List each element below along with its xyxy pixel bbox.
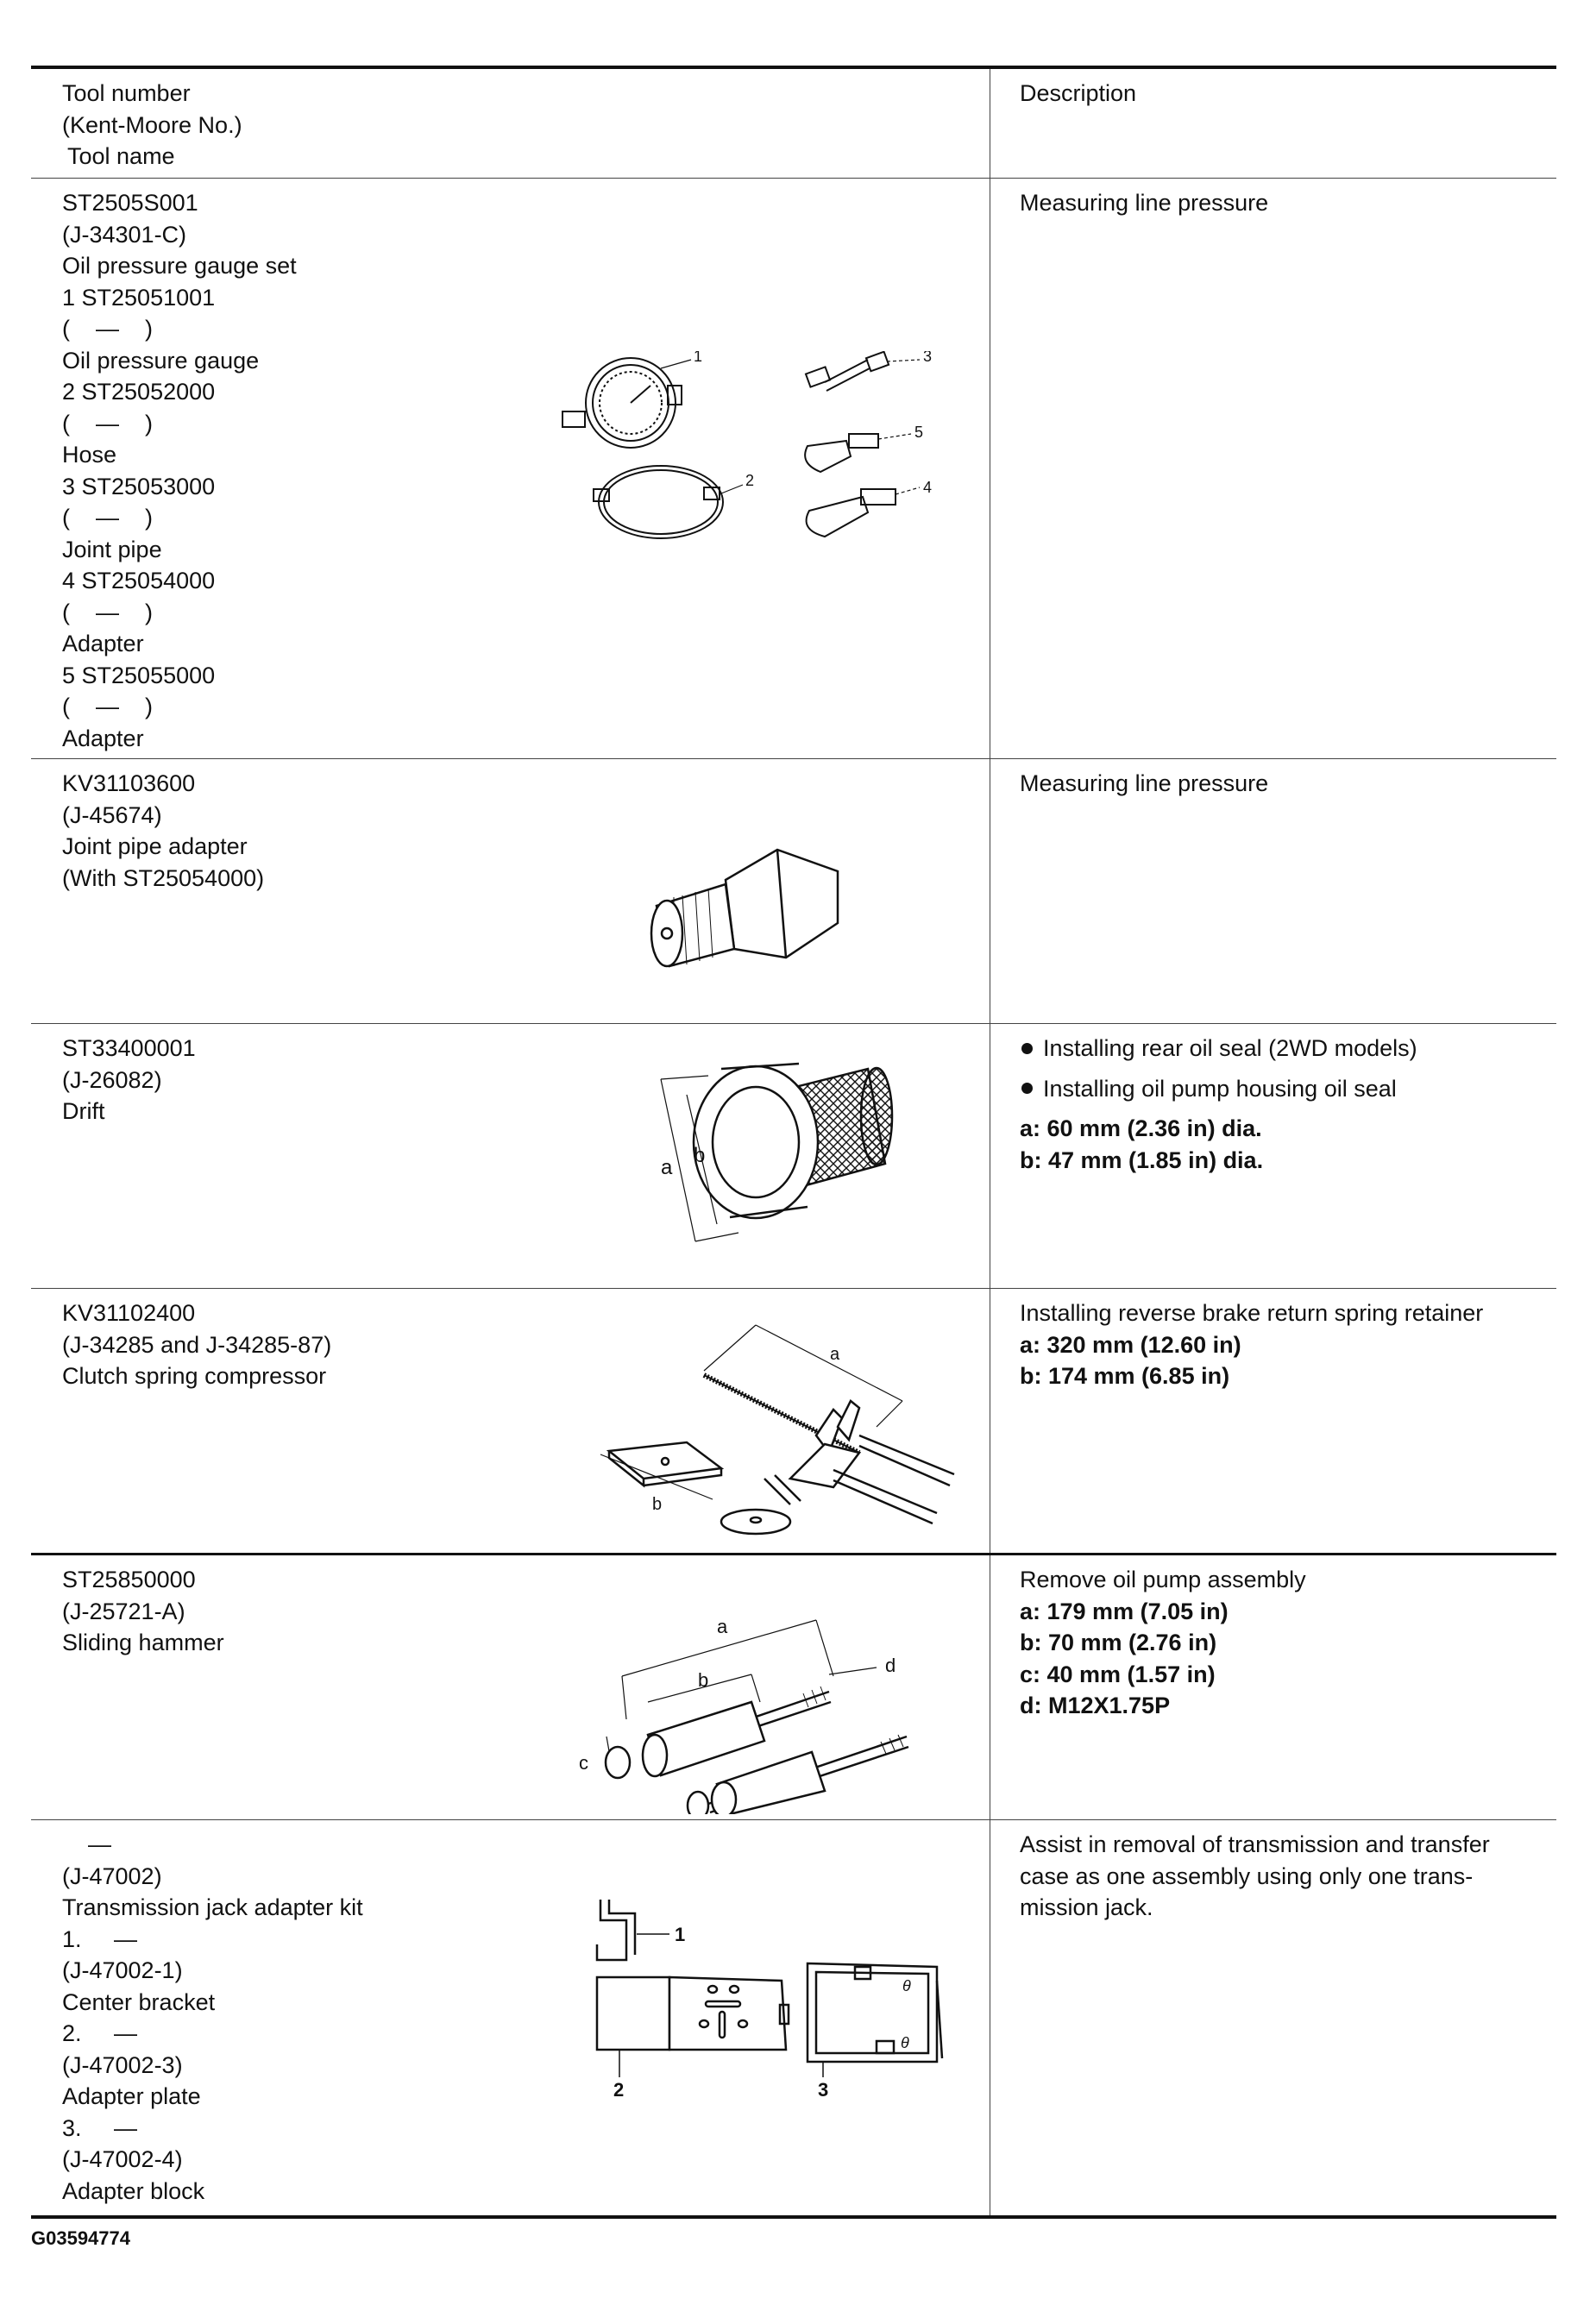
- header-kent-moore: (Kent-Moore No.): [62, 111, 242, 138]
- figure-label: 1: [675, 1924, 686, 1945]
- bullet-icon: [1021, 1083, 1033, 1094]
- dimension-b: b: 47 mm (1.85 in) dia.: [1020, 1146, 1264, 1173]
- figure-label: b: [698, 1669, 709, 1691]
- part-name: Oil pressure gauge: [62, 347, 260, 374]
- header-description: Description: [1020, 80, 1137, 106]
- kent-moore-number: ( — ): [62, 694, 153, 719]
- figure-label: 3: [923, 351, 933, 365]
- part-number: 1. —: [62, 1925, 138, 1952]
- tool-cell: [31, 1820, 990, 2215]
- description-text: case as one assembly using only one trans-: [1020, 1862, 1474, 1889]
- tool-name: Drift: [62, 1098, 105, 1124]
- tool-number: ST2505S001: [62, 190, 198, 216]
- oil-pressure-gauge-drawing: [562, 358, 682, 448]
- svg-text:θ: θ: [901, 2034, 909, 2051]
- kent-moore-number: (J-25721-A): [62, 1598, 185, 1624]
- figure-code: G03594774: [31, 2227, 130, 2249]
- joint-pipe-drawing: [806, 352, 889, 391]
- figure-label: d: [885, 1655, 896, 1676]
- kent-moore-number: (J-34301-C): [62, 221, 187, 248]
- figure-label: a: [830, 1345, 840, 1364]
- figure-label: b: [694, 1144, 706, 1167]
- transmission-jack-adapter-illustration: [557, 1894, 989, 2119]
- tool-note: (With ST25054000): [62, 864, 265, 891]
- dimension-a: a: 60 mm (2.36 in) dia.: [1020, 1115, 1262, 1141]
- part-name: Adapter plate: [62, 2083, 201, 2109]
- header-tool-name: Tool name: [67, 143, 175, 169]
- tool-number: ST33400001: [62, 1035, 196, 1061]
- table-row: [31, 179, 1556, 759]
- table-row: [31, 1820, 1556, 2215]
- header-description-column: [990, 69, 1556, 178]
- kent-moore-number: (J-26082): [62, 1066, 162, 1093]
- figure-label: 2: [745, 472, 755, 489]
- dimension-a: a: 179 mm (7.05 in): [1020, 1598, 1229, 1624]
- dimension-c: c: 40 mm (1.57 in): [1020, 1661, 1216, 1687]
- part-number: 3 ST25053000: [62, 473, 216, 499]
- tool-cell: [31, 1555, 990, 1819]
- description-text: Remove oil pump assembly: [1020, 1567, 1306, 1592]
- special-service-tools-table: [31, 66, 1556, 2219]
- hose-drawing: [594, 466, 723, 538]
- tool-name: Transmission jack adapter kit: [62, 1894, 363, 1920]
- kent-moore-number: ( — ): [62, 505, 153, 531]
- kent-moore-number: (J-47002-1): [62, 1957, 183, 1983]
- oil-pressure-gauge-set-illustration: [557, 351, 989, 575]
- kent-moore-number: ( — ): [62, 599, 153, 625]
- dimension-b: b: 70 mm (2.76 in): [1020, 1630, 1217, 1655]
- dimension-a: a: 320 mm (12.60 in): [1020, 1331, 1241, 1358]
- header-tool-number: Tool number: [62, 80, 191, 106]
- part-name: Adapter: [62, 725, 144, 751]
- figure-label: 2: [613, 2079, 625, 2101]
- figure-label: 3: [818, 2079, 829, 2101]
- description-cell: [990, 1820, 1556, 2215]
- description-text: Installing reverse brake return spring retainer: [1020, 1300, 1484, 1326]
- description-cell: [990, 1289, 1556, 1553]
- figure-label: a: [661, 1156, 673, 1179]
- tool-name: Sliding hammer: [62, 1630, 224, 1655]
- tool-cell: [31, 1024, 990, 1288]
- tool-number: KV31102400: [62, 1300, 196, 1326]
- table-row: [31, 759, 1556, 1024]
- tool-cell: [31, 1289, 990, 1553]
- figure-label: 4: [923, 479, 933, 496]
- part-name: Hose: [62, 442, 117, 468]
- figure-label: c: [579, 1752, 588, 1774]
- tool-cell: [31, 759, 990, 1023]
- part-number: 1 ST25051001: [62, 284, 216, 311]
- table-header-row: [31, 69, 1556, 179]
- tool-name: Clutch spring compressor: [62, 1363, 327, 1389]
- svg-text:θ: θ: [902, 1977, 911, 1994]
- clutch-spring-compressor-illustration: [575, 1306, 971, 1548]
- part-number: 2 ST25052000: [62, 379, 216, 405]
- kent-moore-number: (J-47002): [62, 1862, 162, 1889]
- table-row: [31, 1555, 1556, 1820]
- tool-name: Oil pressure gauge set: [62, 253, 297, 279]
- description-cell: [990, 759, 1556, 1023]
- figure-label: a: [717, 1616, 728, 1637]
- bullet-icon: [1021, 1043, 1033, 1054]
- part-number: 3. —: [62, 2114, 138, 2141]
- part-name: Center bracket: [62, 1988, 216, 2015]
- description-bullet: Installing rear oil seal (2WD models): [1020, 1033, 1556, 1065]
- description-cell: [990, 1555, 1556, 1819]
- part-name: Adapter: [62, 631, 144, 656]
- drift-illustration: [626, 1060, 920, 1267]
- description-text: mission jack.: [1020, 1894, 1153, 1920]
- adapter-4-drawing: [807, 489, 896, 537]
- tool-number: KV31103600: [62, 770, 196, 796]
- kent-moore-number: (J-47002-4): [62, 2146, 183, 2172]
- joint-pipe-adapter-illustration: [648, 837, 855, 983]
- sliding-hammer-illustration: [553, 1581, 967, 1814]
- dimension-b: b: 174 mm (6.85 in): [1020, 1363, 1230, 1389]
- tool-name: Joint pipe adapter: [62, 833, 248, 859]
- part-name: Adapter block: [62, 2177, 205, 2204]
- kent-moore-number: (J-45674): [62, 801, 162, 828]
- figure-label: 5: [914, 424, 924, 441]
- kent-moore-number: ( — ): [62, 410, 153, 437]
- part-number: 2. —: [62, 2020, 138, 2046]
- description-cell: [990, 1024, 1556, 1288]
- kent-moore-number: (J-34285 and J-34285-87): [62, 1331, 332, 1358]
- kent-moore-number: (J-47002-3): [62, 2051, 183, 2078]
- tool-number: —: [62, 1831, 112, 1857]
- part-number: 5 ST25055000: [62, 662, 216, 688]
- part-number: 4 ST25054000: [62, 568, 216, 594]
- tool-number: ST25850000: [62, 1567, 196, 1592]
- part-name: Joint pipe: [62, 536, 162, 562]
- table-row: [31, 1289, 1556, 1555]
- figure-label: 1: [694, 351, 703, 365]
- header-tool-column: [31, 69, 990, 178]
- adapter-5-drawing: [805, 434, 878, 472]
- kent-moore-number: ( — ): [62, 316, 153, 342]
- description-text: Assist in removal of transmission and transfer: [1020, 1831, 1490, 1857]
- description-bullet: Installing oil pump housing oil seal: [1020, 1073, 1556, 1105]
- description-text: Measuring line pressure: [1020, 190, 1269, 216]
- table-row: [31, 1024, 1556, 1289]
- figure-label: b: [652, 1495, 663, 1514]
- description-cell: [990, 179, 1556, 758]
- tool-cell: [31, 179, 990, 758]
- description-text: Measuring line pressure: [1020, 770, 1269, 796]
- dimension-d: d: M12X1.75P: [1020, 1693, 1171, 1718]
